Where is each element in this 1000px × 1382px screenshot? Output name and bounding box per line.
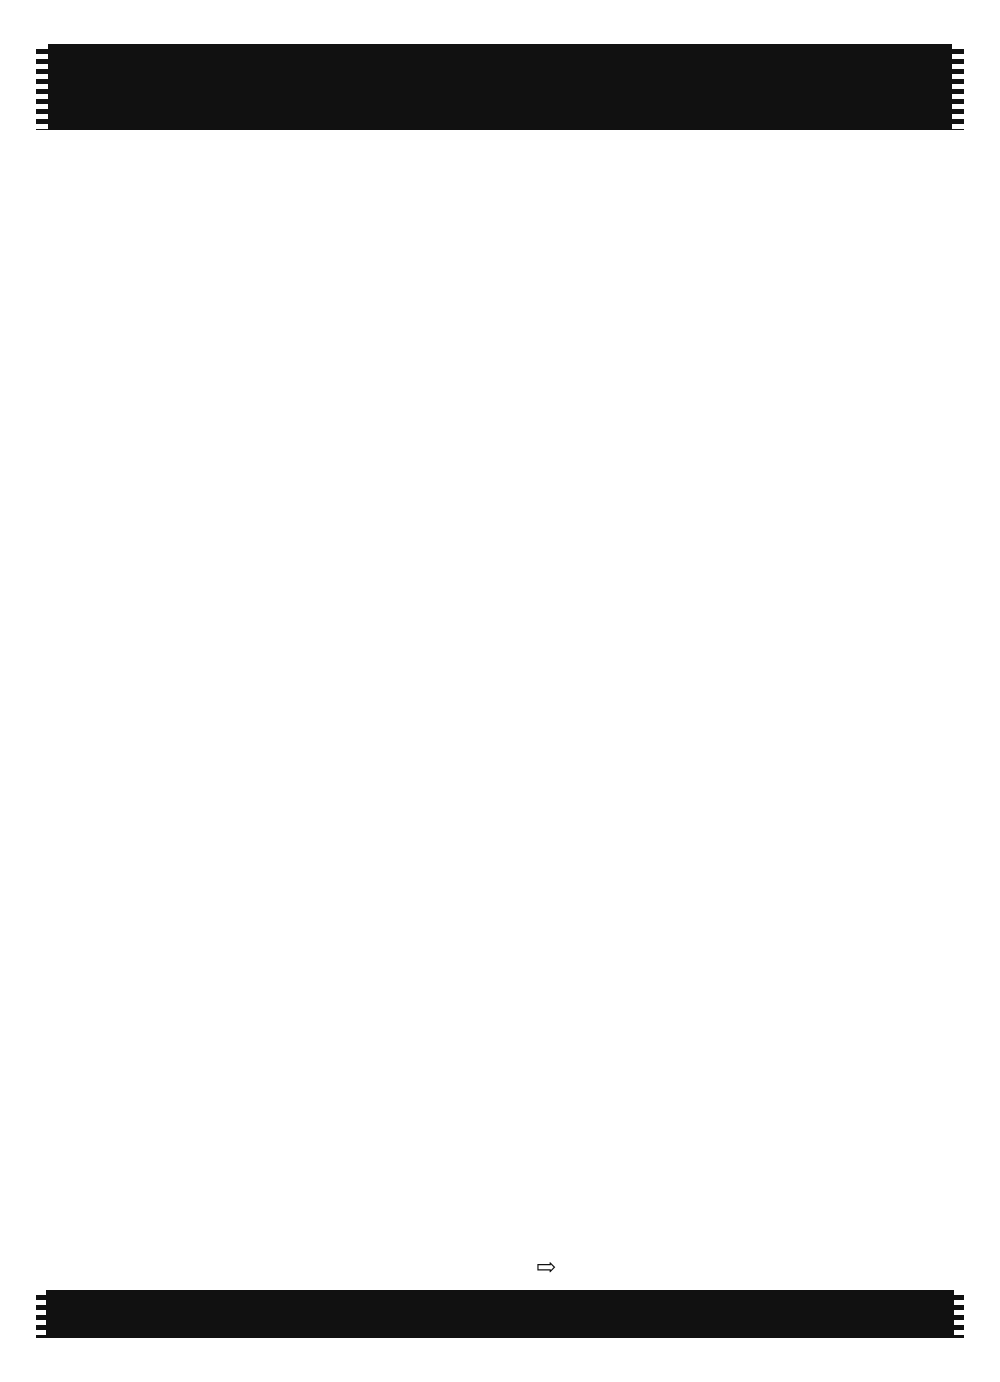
banner-edge-left [36,44,48,130]
left-margin-marks [44,148,52,1274]
title-banner [36,44,964,130]
right-margin-marks [941,148,949,1274]
footer-edge-right [954,1290,964,1338]
footer-banner [36,1290,964,1338]
banner-edge-right [952,44,964,130]
footer-edge-left [36,1290,46,1338]
continued-notice [518,1252,938,1282]
right-arrow-icon: ⇨ [536,1255,557,1281]
